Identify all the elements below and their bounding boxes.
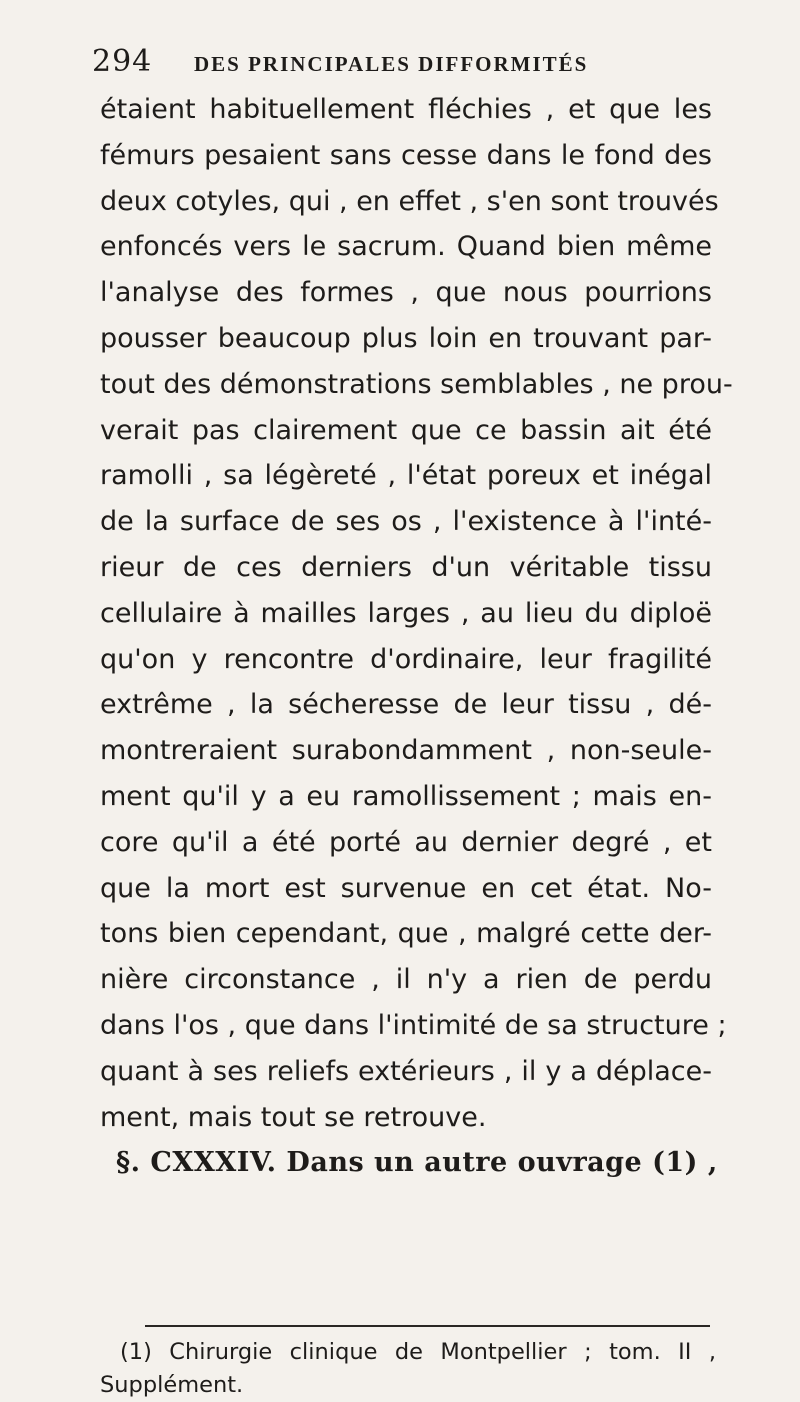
text-line: quant à ses reliefs extérieurs , il y a déplace- — [100, 1055, 712, 1087]
text-line: deux cotyles, qui , en effet , s'en sont trouvés — [100, 185, 719, 217]
text-line: extrême , la sécheresse de leur tissu , dé- — [100, 689, 712, 721]
text-line: dans l'os , que dans l'intimité de sa structure ; — [100, 1009, 727, 1041]
text-line: tout des démonstrations semblables , ne prou- — [100, 368, 733, 400]
text-line: étaient habituellement fléchies , et que les — [100, 94, 712, 125]
text-line: l'analyse des formes , que nous pourrions — [100, 277, 712, 309]
page-header — [92, 44, 712, 80]
text-line: qu'on y rencontre d'ordinaire, leur fragilité — [100, 643, 712, 675]
text-line: ment, mais tout se retrouve. — [100, 1101, 487, 1133]
text-line: de la surface de ses os , l'existence à l'inté- — [100, 506, 712, 538]
text-line: verait pas clairement que ce bassin ait été — [100, 414, 712, 446]
footnote-rule — [145, 1325, 710, 1327]
footnote-line: (1) Chirurgie clinique de Montpellier ; tom. II , — [120, 1339, 716, 1365]
body-text — [100, 87, 733, 1186]
text-line: nière circonstance , il n'y a rien de perdu — [100, 964, 712, 996]
text-line: que la mort est survenue en cet état. No- — [100, 872, 712, 904]
text-line: core qu'il a été porté au dernier degré , et — [100, 826, 712, 858]
page-number: 294 — [92, 44, 153, 79]
section-heading: §. CXXXIV. Dans un autre ouvrage (1) , — [116, 1147, 718, 1179]
text-line: montreraient surabondamment , non-seule- — [100, 735, 712, 767]
text-line: ramolli , sa légèreté , l'état poreux et inégal — [100, 460, 712, 492]
text-line: cellulaire à mailles larges , au lieu du diploë — [100, 597, 712, 629]
text-line: fémurs pesaient sans cesse dans le fond des — [100, 139, 712, 171]
running-head: DES PRINCIPALES DIFFORMITÉS — [194, 52, 589, 76]
text-line: ment qu'il y a eu ramollissement ; mais en- — [100, 780, 712, 812]
text-line: pousser beaucoup plus loin en trouvant par- — [100, 322, 712, 354]
footnote — [100, 1336, 716, 1402]
footnote-line: Supplément. — [100, 1372, 244, 1398]
text-line: rieur de ces derniers d'un véritable tissu — [100, 551, 712, 583]
text-line: tons bien cependant, que , malgré cette der- — [100, 918, 712, 950]
text-line: enfoncés vers le sacrum. Quand bien même — [100, 231, 712, 263]
